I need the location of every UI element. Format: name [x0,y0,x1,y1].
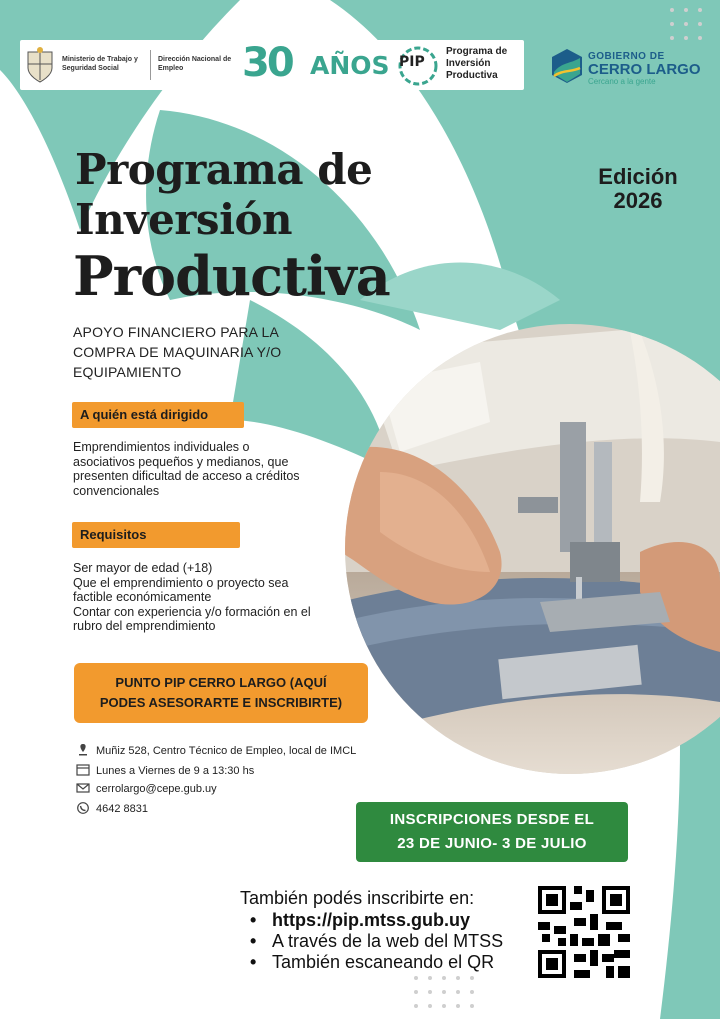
also-heading: También podés inscribirte en: [240,888,475,908]
contact-address [76,744,356,758]
gov-label: GOBIERNO DE [588,51,665,62]
cerro-largo-hexagon-icon [550,48,584,84]
location-pin-icon [76,744,90,756]
title-line-3: Productiva [73,244,390,308]
list-item: • También escaneando el QR [250,952,503,973]
requirements-heading: Requisitos [72,522,240,548]
requirements-list [73,561,323,634]
email-text[interactable]: cerrolargo@cepe.gub.uy [96,783,217,795]
requirement-item: Contar con experiencia y/o formación en el rubro del emprendimiento [73,604,311,634]
address-text: Muñiz 528, Centro Técnico de Empleo, local de IMCL [96,745,357,757]
uruguay-coat-of-arms-icon [24,46,56,84]
registration-url-link[interactable]: • https://pip.mtss.gub.uy [250,910,503,931]
title-line-1: Programa de [75,145,373,194]
title-line-2: Inversión [75,195,293,244]
sewing-machine-photo [340,322,720,776]
gov-name: CERRO LARGO [588,61,701,78]
also-list [250,910,503,973]
anniversary-word: AÑOS [310,51,390,80]
subtitle: APOYO FINANCIERO PARA LA COMPRA DE MAQUINARIA Y/O EQUIPAMIENTO [73,324,282,380]
pip-logo-text: PIP [399,54,425,70]
target-text: Emprendimientos individuales o asociativos pequeños y medianos, que presenten dificultad de acceso a créditos convencionales [73,440,300,498]
gov-tagline: Cercano a la gente [588,77,656,86]
cta-line-2: PODES ASESORARTE E INSCRIBIRTE) [99,695,343,710]
ministry-name: Ministerio de Trabajo y Seguridad Social [62,56,138,72]
list-item: • A través de la web del MTSS [250,931,503,952]
registration-dates-box [356,802,628,862]
punto-pip-callout [74,663,368,723]
registration-line-2: 23 DE JUNIO- 3 DE JULIO [397,835,587,852]
contact-email [76,782,217,796]
contact-phone [76,802,148,816]
contact-hours [76,764,254,778]
header-divider [150,50,151,80]
hours-text: Lunes a Viernes de 9 a 13:30 hs [96,765,255,777]
cta-line-1: PUNTO PIP CERRO LARGO (AQUÍ [115,675,327,690]
direction-name: Dirección Nacional de Empleo [158,56,232,72]
registration-line-1: INSCRIPCIONES DESDE EL [389,811,595,828]
target-heading: A quién está dirigido [72,402,244,428]
calendar-icon [76,764,90,776]
edition-year: 2026 [613,188,663,213]
phone-icon [76,802,90,814]
phone-text: 4642 8831 [96,803,148,815]
requirement-item: Que el emprendimiento o proyecto sea factible económicamente [73,575,289,605]
pip-program-name: Programa de Inversión Productiva [446,46,508,81]
edition-label: Edición [598,164,678,189]
requirement-item: Ser mayor de edad (+18) [73,561,213,575]
qr-code-icon[interactable] [534,882,634,982]
anniversary-number: 30 [242,40,292,86]
envelope-icon [76,782,90,794]
edition-badge [590,165,686,213]
